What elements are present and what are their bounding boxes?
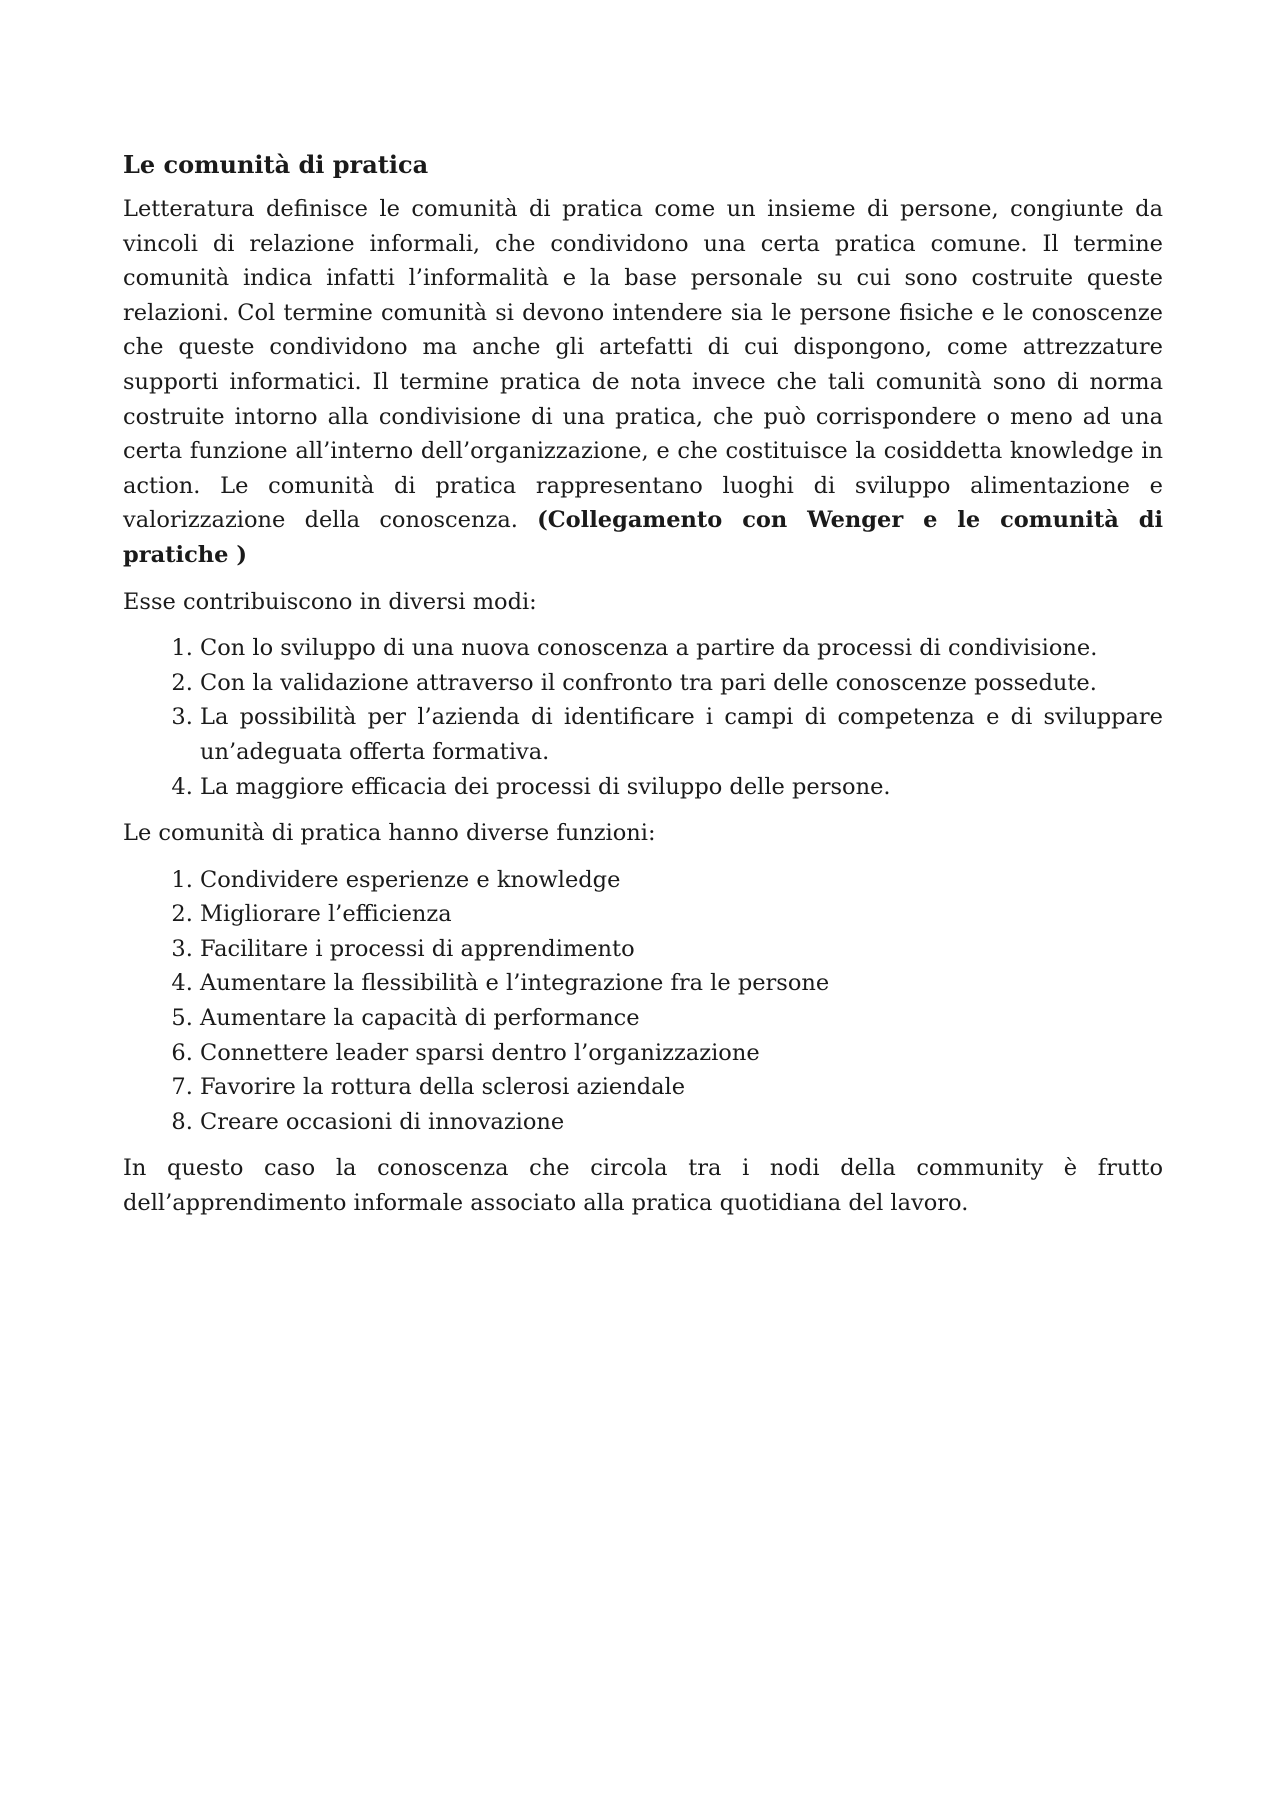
list-item: 4. Aumentare la flessibilità e l’integrazione fra le persone bbox=[200, 966, 1163, 1001]
functions-list bbox=[123, 863, 1163, 1140]
list-item: 1. Con lo sviluppo di una nuova conoscenza a partire da processi di condivisione. bbox=[200, 631, 1163, 666]
list-item: 4. La maggiore efficacia dei processi di sviluppo delle persone. bbox=[200, 770, 1163, 805]
list-item: 7. Favorire la rottura della sclerosi aziendale bbox=[200, 1070, 1163, 1105]
list-item: 2. Con la validazione attraverso il confronto tra pari delle conoscenze possedute. bbox=[200, 666, 1163, 701]
list-item: 2. Migliorare l’efficienza bbox=[200, 897, 1163, 932]
contributions-lead: Esse contribuiscono in diversi modi: bbox=[123, 588, 537, 615]
section-title: Le comunità di pratica bbox=[123, 150, 429, 179]
list-item: 3. La possibilità per l’azienda di identificare i campi di competenza e di sviluppare un’adeguata offerta formativa. bbox=[200, 700, 1163, 769]
functions-lead: Le comunità di pratica hanno diverse funzioni: bbox=[123, 820, 656, 847]
list-item: 3. Facilitare i processi di apprendimento bbox=[200, 932, 1163, 967]
list-item: 5. Aumentare la capacità di performance bbox=[200, 1001, 1163, 1036]
intro-text: Letteratura definisce le comunità di pratica come un insieme di persone, congiunte da vincoli di relazione informali, che condividono una certa pratica comune. Il termine comunità indica infatti l’informalità e la base personale su cui sono costruite queste relazioni. Col termine comunità si devono intendere sia le persone fisiche e le conoscenze che queste condividono ma anche gli artefatti di cui dispongono, come attrezzature supporti informatici. Il termine pratica de nota invece che tali comunità sono di norma costruite intorno alla condivisione di una pratica, che può corrispondere o meno ad una certa funzione all’interno dell’organizzazione, e che costituisce la cosiddetta knowledge in action. Le comunità di pratica rappresentano luoghi di sviluppo alimentazione e valorizzazione della conoscenza. bbox=[123, 196, 1163, 534]
contributions-list bbox=[123, 631, 1163, 804]
list-item: 8. Creare occasioni di innovazione bbox=[200, 1105, 1163, 1140]
intro-bold-note: (Collegamento con Wenger e le comunità di pratiche ) bbox=[123, 507, 1164, 568]
list-item: 1. Condividere esperienze e knowledge bbox=[200, 863, 1163, 898]
document-page bbox=[123, 148, 1163, 1233]
closing-paragraph: In questo caso la conoscenza che circola tra i nodi della community è frutto dell’apprendimento informale associato alla pratica quotidiana del lavoro. bbox=[123, 1155, 1163, 1217]
list-item: 6. Connettere leader sparsi dentro l’organizzazione bbox=[200, 1036, 1163, 1071]
intro-paragraph bbox=[123, 192, 1163, 573]
